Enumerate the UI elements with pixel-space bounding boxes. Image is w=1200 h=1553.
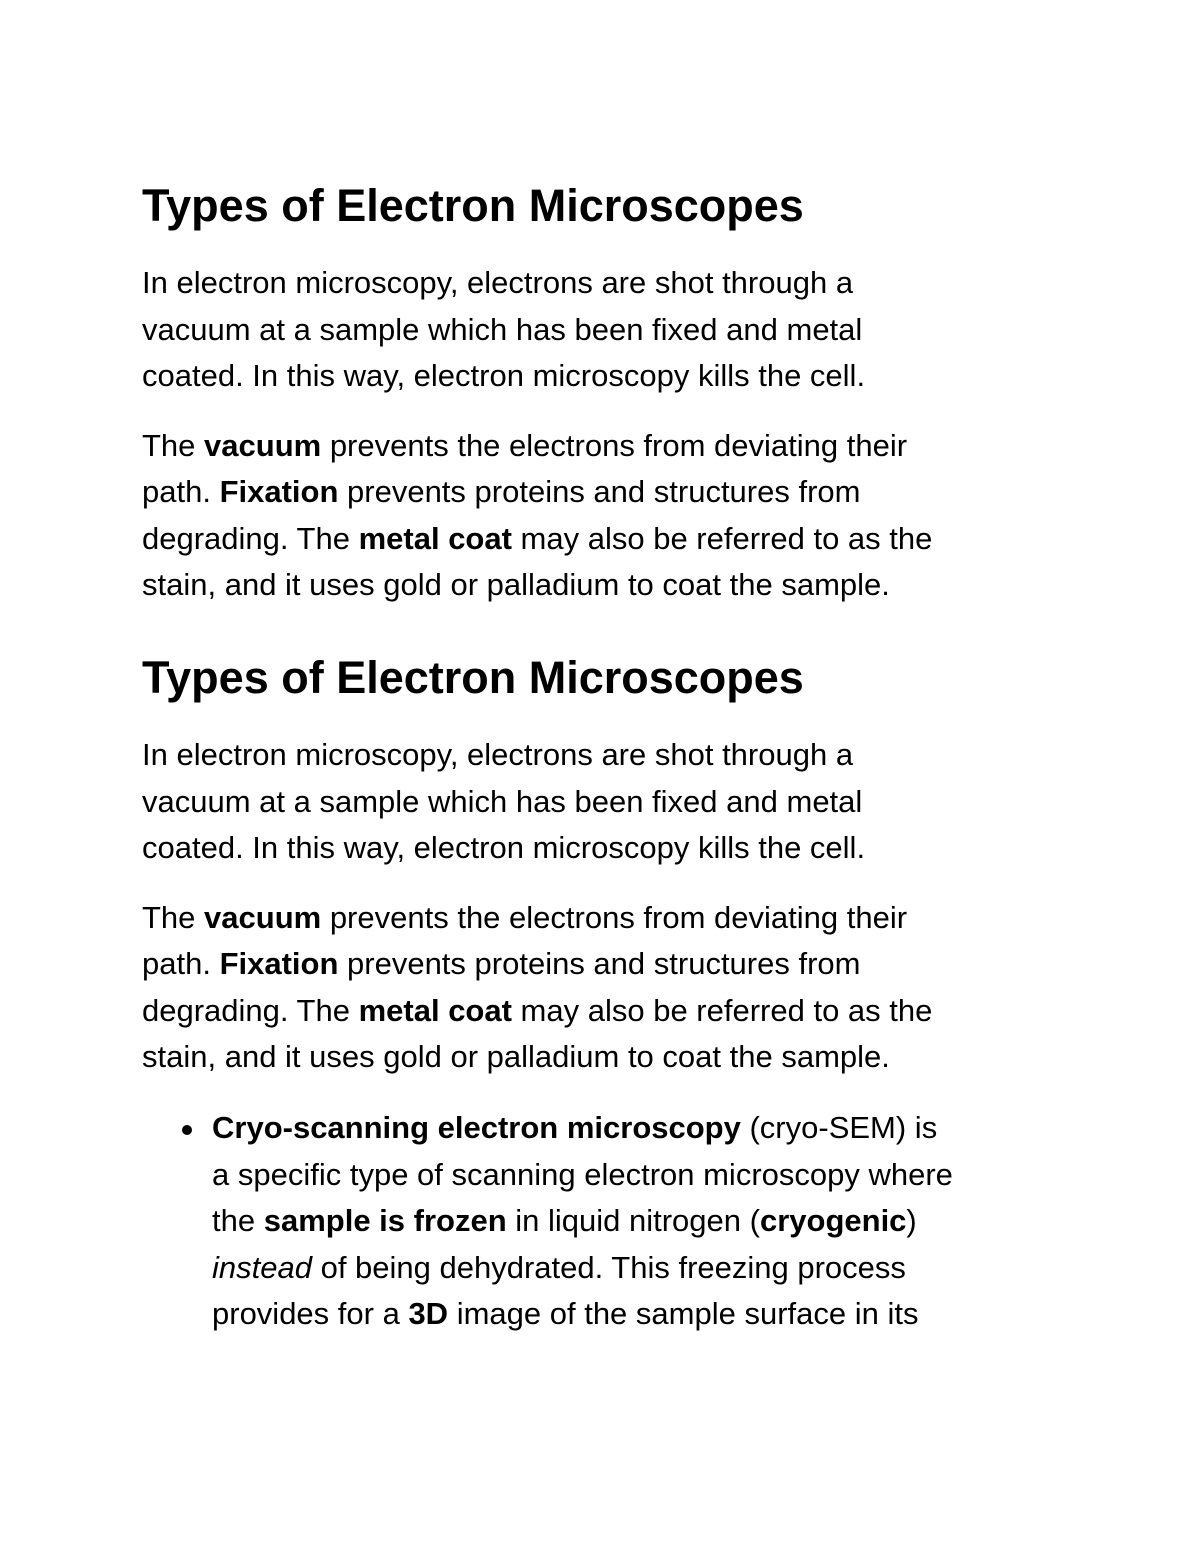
- section-2: [142, 652, 1072, 1081]
- text-line: [142, 988, 1072, 1035]
- text-line: [142, 516, 1072, 563]
- text-run: path.: [142, 946, 220, 981]
- section-heading: Types of Electron Microscopes: [142, 652, 804, 703]
- text-line: [212, 1245, 1072, 1292]
- text-line: stain, and it uses gold or palladium to coat the sample.: [142, 1039, 890, 1074]
- list-item: [142, 1105, 1072, 1338]
- text-line: In electron microscopy, electrons are shot through a: [142, 265, 854, 300]
- detail-paragraph: [142, 895, 1072, 1081]
- text-run: prevents proteins and structures from: [338, 946, 861, 981]
- intro-paragraph: [142, 260, 1072, 400]
- text-run: prevents the electrons from deviating their: [321, 427, 908, 463]
- text-run: The: [142, 899, 205, 935]
- text-line: coated. In this way, electron microscopy kills the cell.: [142, 830, 866, 865]
- bold-term: vacuum: [204, 899, 322, 935]
- text-run: provides for a: [212, 1296, 409, 1331]
- text-line: [142, 469, 1072, 516]
- bold-term: vacuum: [204, 427, 322, 463]
- section-heading: Types of Electron Microscopes: [142, 180, 804, 231]
- text-run: the: [212, 1203, 264, 1238]
- text-line: [212, 1198, 1072, 1245]
- text-run: image of the sample surface in its: [448, 1296, 919, 1331]
- bold-term: 3D: [408, 1296, 449, 1331]
- text-run: prevents the electrons from deviating their: [321, 899, 908, 935]
- text-line: [212, 1105, 1072, 1152]
- text-line: vacuum at a sample which has been fixed and metal: [142, 311, 863, 347]
- text-run: may also be referred to as the: [511, 520, 933, 556]
- bold-term: sample is frozen: [263, 1203, 507, 1238]
- text-run: (cryo-SEM) is: [740, 1110, 938, 1145]
- bold-term: metal coat: [358, 520, 512, 556]
- intro-paragraph: [142, 732, 1072, 872]
- bold-term: Fixation: [219, 474, 339, 509]
- bold-term: Fixation: [219, 946, 339, 981]
- text-run: degrading. The: [142, 992, 359, 1028]
- text-line: a specific type of scanning electron microscopy where: [212, 1156, 953, 1192]
- text-line: [212, 1291, 1072, 1338]
- text-run: of being dehydrated. This freezing process: [311, 1249, 906, 1285]
- text-run: path.: [142, 474, 220, 509]
- section-1: [142, 180, 1072, 609]
- text-run: ): [906, 1203, 917, 1238]
- text-run: in liquid nitrogen (: [506, 1203, 760, 1238]
- text-line: [142, 895, 1072, 942]
- text-line: coated. In this way, electron microscopy kills the cell.: [142, 358, 866, 393]
- text-run: may also be referred to as the: [511, 992, 933, 1028]
- text-run: prevents proteins and structures from: [338, 474, 861, 509]
- text-line: vacuum at a sample which has been fixed and metal: [142, 783, 863, 819]
- bullet-dot-icon: [182, 1125, 192, 1135]
- text-line: [142, 941, 1072, 988]
- italic-term: instead: [212, 1249, 312, 1285]
- text-run: The: [142, 427, 205, 463]
- bold-term: Cryo-scanning electron microscopy: [212, 1110, 741, 1145]
- detail-paragraph: [142, 423, 1072, 609]
- text-run: degrading. The: [142, 520, 359, 556]
- text-line: stain, and it uses gold or palladium to coat the sample.: [142, 567, 890, 602]
- text-line: [142, 423, 1072, 470]
- bold-term: cryogenic: [759, 1203, 907, 1238]
- text-line: In electron microscopy, electrons are shot through a: [142, 737, 854, 772]
- bullet-list: [142, 1105, 1072, 1338]
- bold-term: metal coat: [358, 992, 512, 1028]
